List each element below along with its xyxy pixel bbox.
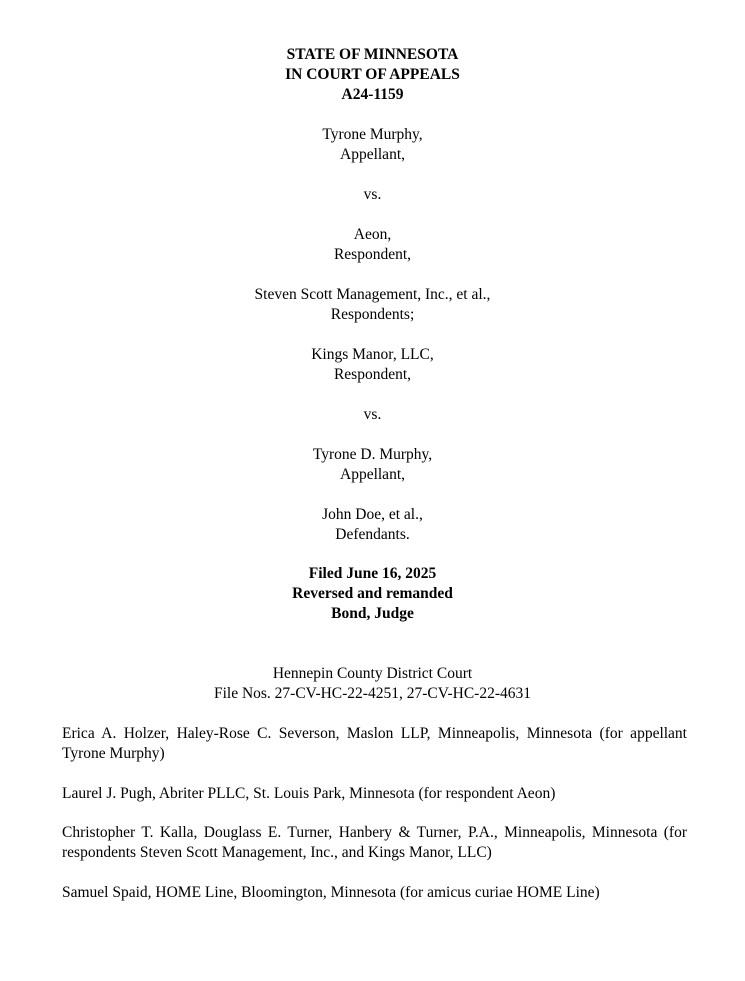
versus-label: vs. xyxy=(363,406,382,423)
district-court: Hennepin County District Court xyxy=(272,665,473,682)
lower-court xyxy=(0,664,745,704)
party-role: Respondents; xyxy=(330,306,415,323)
versus-2 xyxy=(0,405,745,425)
court-heading: IN COURT OF APPEALS xyxy=(285,66,460,83)
party-role: Appellant, xyxy=(340,146,405,163)
versus-1 xyxy=(0,185,745,205)
party-name: Tyrone Murphy, xyxy=(322,126,423,143)
authoring-judge: Bond, Judge xyxy=(331,605,414,622)
party-name: Tyrone D. Murphy, xyxy=(312,446,433,463)
party-role: Defendants. xyxy=(335,526,410,543)
result: Reversed and remanded xyxy=(292,585,453,602)
party-name: Aeon, xyxy=(353,226,392,243)
party-name: John Doe, et al., xyxy=(322,506,423,523)
filed-date: Filed June 16, 2025 xyxy=(308,565,437,582)
party-name: Steven Scott Management, Inc., et al., xyxy=(254,286,491,303)
disposition xyxy=(0,564,745,624)
counsel-appellant: Erica A. Holzer, Haley-Rose C. Severson, Maslon LLP, Minneapolis, Minnesota (for appellant Tyrone Murphy) xyxy=(62,725,687,762)
state-heading: STATE OF MINNESOTA xyxy=(286,46,459,63)
counsel-respondents-management: Christopher T. Kalla, Douglass E. Turner, Hanbery & Turner, P.A., Minneapolis, Minnesota (for respondents Steven Scott Management, Inc., and Kings Manor, LLC) xyxy=(62,824,687,861)
caption-header xyxy=(0,45,745,105)
docket-number: A24-1159 xyxy=(341,86,404,103)
party-kings-manor xyxy=(0,345,745,385)
party-role: Appellant, xyxy=(340,466,405,483)
party-steven-scott xyxy=(0,285,745,325)
party-aeon xyxy=(0,225,745,265)
party-tyrone-d-murphy xyxy=(0,445,745,485)
counsel-amicus: Samuel Spaid, HOME Line, Bloomington, Minnesota (for amicus curiae HOME Line) xyxy=(62,884,600,901)
counsel-respondent-aeon: Laurel J. Pugh, Abriter PLLC, St. Louis Park, Minnesota (for respondent Aeon) xyxy=(62,785,556,802)
file-numbers: File Nos. 27-CV-HC-22-4251, 27-CV-HC-22-4631 xyxy=(213,685,532,702)
party-role: Respondent, xyxy=(333,366,412,383)
versus-label: vs. xyxy=(363,186,382,203)
party-john-doe xyxy=(0,505,745,545)
party-role: Respondent, xyxy=(333,246,412,263)
party-tyrone-murphy xyxy=(0,125,745,165)
party-name: Kings Manor, LLC, xyxy=(311,346,434,363)
